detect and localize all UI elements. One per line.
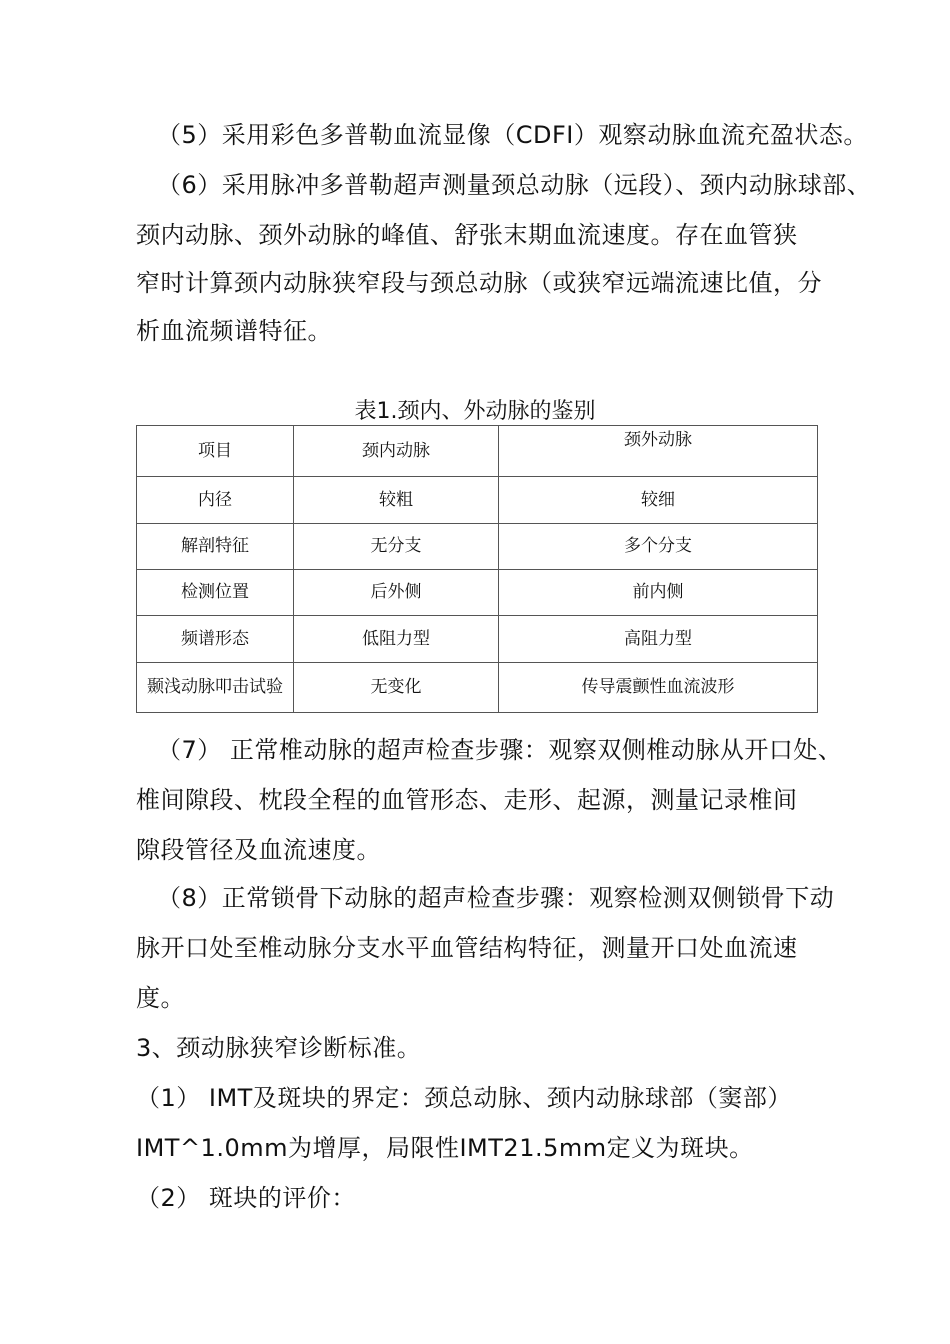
table-cell: 内径 xyxy=(137,477,294,524)
table-header-cell: 项目 xyxy=(137,426,294,477)
table-row xyxy=(137,477,818,524)
table-cell: 较细 xyxy=(499,477,818,524)
table-cell: 多个分支 xyxy=(499,524,818,570)
table-cell: 高阻力型 xyxy=(499,616,818,663)
section-3-item-2: （2） 斑块的评价： xyxy=(136,1184,356,1212)
section-3-item-1-line-2: IMT^1.0mm为增厚，局限性IMT21.5mm定义为斑块。 xyxy=(136,1134,754,1162)
table-cell: 低阻力型 xyxy=(294,616,499,663)
table-row xyxy=(137,570,818,616)
paragraph-6-line-1: （6）采用脉冲多普勒超声测量颈总动脉（远段）、颈内动脉球部、 xyxy=(157,171,872,199)
table-header-row xyxy=(137,426,818,477)
section-3-heading: 3、颈动脉狭窄诊断标准。 xyxy=(136,1034,422,1062)
table-cell: 无分支 xyxy=(294,524,499,570)
table-cell: 检测位置 xyxy=(137,570,294,616)
paragraph-7-line-2: 椎间隙段、枕段全程的血管形态、走形、起源，测量记录椎间 xyxy=(136,786,798,814)
section-3-item-1-line-1: （1） IMT及斑块的界定：颈总动脉、颈内动脉球部（窦部） xyxy=(136,1084,792,1112)
paragraph-8-line-1: （8）正常锁骨下动脉的超声检查步骤：观察检测双侧锁骨下动 xyxy=(157,884,835,912)
table-cell: 传导震颤性血流波形 xyxy=(499,663,818,713)
table-cell: 无变化 xyxy=(294,663,499,713)
table-cell: 颞浅动脉叩击试验 xyxy=(137,663,294,713)
table-cell: 后外侧 xyxy=(294,570,499,616)
paragraph-6-line-3: 窄时计算颈内动脉狭窄段与颈总动脉（或狭窄远端流速比值，分 xyxy=(136,269,822,297)
paragraph-6-line-4: 析血流频谱特征。 xyxy=(136,317,332,345)
table-cell: 前内侧 xyxy=(499,570,818,616)
artery-comparison-table xyxy=(136,425,818,713)
table-row xyxy=(137,616,818,663)
paragraph-8-line-3: 度。 xyxy=(136,984,185,1012)
table-cell: 较粗 xyxy=(294,477,499,524)
paragraph-8-line-2: 脉开口处至椎动脉分支水平血管结构特征，测量开口处血流速 xyxy=(136,934,798,962)
table-header-cell: 颈内动脉 xyxy=(294,426,499,477)
paragraph-7-line-3: 隙段管径及血流速度。 xyxy=(136,836,381,864)
table-cell: 频谱形态 xyxy=(137,616,294,663)
paragraph-6-line-2: 颈内动脉、颈外动脉的峰值、舒张末期血流速度。存在血管狭 xyxy=(136,221,798,249)
paragraph-5: （5）采用彩色多普勒血流显像（CDFI）观察动脉血流充盈状态。 xyxy=(157,121,868,149)
table-caption: 表1.颈内、外动脉的鉴别 xyxy=(354,399,596,424)
table-header-cell: 颈外动脉 xyxy=(499,426,818,477)
paragraph-7-line-1: （7） 正常椎动脉的超声检查步骤：观察双侧椎动脉从开口处、 xyxy=(157,736,843,764)
table-row xyxy=(137,663,818,713)
table-cell: 解剖特征 xyxy=(137,524,294,570)
table-row xyxy=(137,524,818,570)
